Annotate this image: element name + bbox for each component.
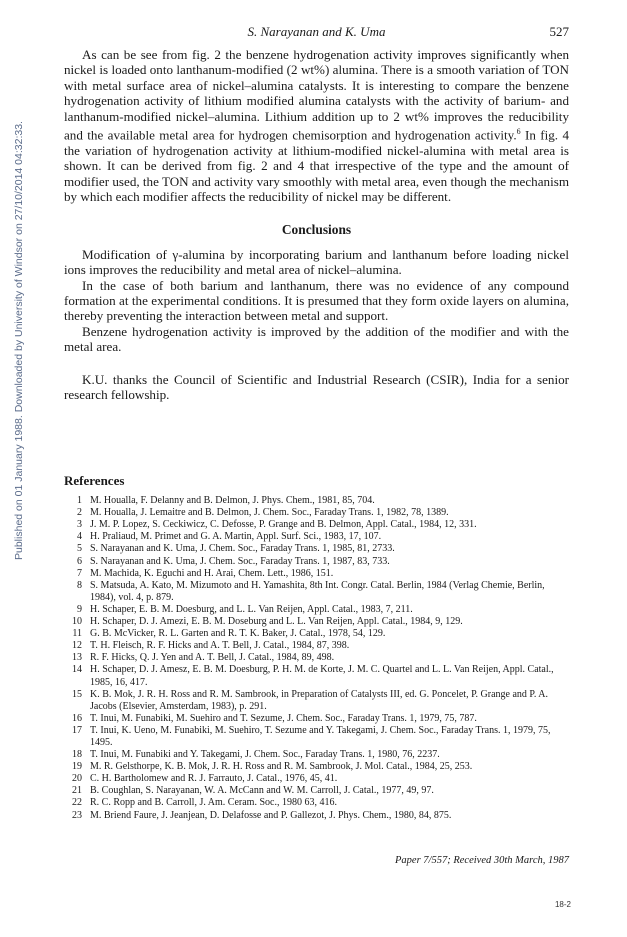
conclusion-paragraph-3: Benzene hydrogenation activity is improved by the addition of the modifier and with the metal area. <box>64 323 569 355</box>
reference-text: J. M. P. Lopez, S. Ceckiwicz, C. Defosse, P. Grange and B. Delmon, Appl. Catal., 1984, 12, 331. <box>90 519 477 531</box>
reference-text: C. H. Bartholomew and R. J. Farrauto, J. Catal., 1976, 45, 41. <box>90 773 338 785</box>
references-heading: References <box>64 473 125 488</box>
reference-text: H. Praliaud, M. Primet and G. A. Martin, Appl. Surf. Sci., 1983, 17, 107. <box>90 531 382 543</box>
received-note: Paper 7/557; Received 30th March, 1987 <box>395 855 569 866</box>
download-watermark <box>0 0 26 937</box>
reference-item <box>64 689 569 713</box>
reference-item <box>64 495 569 507</box>
discussion-paragraph <box>64 47 569 204</box>
reference-text: M. R. Gelsthorpe, K. B. Mok, J. R. H. Ross and R. M. Sambrook, J. Mol. Catal., 1984, 25, 253. <box>90 761 473 773</box>
download-note: Published on 01 January 1988. Downloaded by University of Windsor on 27/10/2014 04:32:33. <box>13 121 25 560</box>
page-id: 18-2 <box>554 900 571 909</box>
reference-item <box>64 580 569 604</box>
reference-text: M. Briend Faure, J. Jeanjean, D. Delafosse and P. Gallezot, J. Phys. Chem., 1980, 84, 875. <box>90 809 452 821</box>
reference-text: H. Schaper, D. J. Amezi, E. B. M. Doseburg and L. L. Van Reijen, Appl. Catal., 1984, 9, 129. <box>90 616 463 628</box>
reference-item <box>64 749 569 761</box>
reference-text: M. Houalla, F. Delanny and B. Delmon, J. Phys. Chem., 1981, 85, 704. <box>90 495 375 507</box>
reference-number: 4 <box>77 531 82 543</box>
references-section <box>64 459 569 822</box>
conclusion-paragraph-2: In the case of both barium and lanthanum, there was no evidence of any compound formation at the experimental conditions. It is presumed that they form oxide layers on alumina, thereby preventing the interaction between metal and support. <box>64 277 569 324</box>
reference-item <box>64 556 569 568</box>
reference-text: M. Houalla, J. Lemaitre and B. Delmon, J. Chem. Soc., Faraday Trans. 1, 1982, 78, 1389. <box>90 507 449 519</box>
reference-text: G. B. McVicker, R. L. Garten and R. T. K. Baker, J. Catal., 1978, 54, 129. <box>90 628 386 640</box>
reference-number: 9 <box>77 603 82 615</box>
reference-number: 2 <box>77 507 82 519</box>
reference-text: K. B. Mok, J. R. H. Ross and R. M. Sambrook, in Preparation of Catalysts III, ed. G. Poncelet, P. Grange and P. A. Jacobs (Elsevier, Amsterdam, 1983), p. 291. <box>90 688 549 712</box>
reference-number: 23 <box>72 809 82 821</box>
reference-text: T. H. Fleisch, R. F. Hicks and A. T. Bell, J. Catal., 1984, 87, 398. <box>90 640 350 652</box>
reference-text: T. Inui, K. Ueno, M. Funabiki, M. Suehiro, T. Sezume and Y. Takegami, J. Chem. Soc., Faraday Trans. 1, 1979, 75, 1495. <box>90 724 551 748</box>
reference-text: H. Schaper, E. B. M. Doesburg, and L. L. Van Reijen, Appl. Catal., 1983, 7, 211. <box>90 603 413 615</box>
conclusion-paragraph-1: Modification of γ-alumina by incorporating barium and lanthanum before loading nickel ions improves the reducibility and metal area of nickel–alumina. <box>64 246 569 278</box>
reference-item <box>64 531 569 543</box>
reference-number: 22 <box>72 797 82 809</box>
reference-item <box>64 797 569 809</box>
reference-item <box>64 507 569 519</box>
reference-item <box>64 616 569 628</box>
reference-item <box>64 604 569 616</box>
page-number: 527 <box>549 24 569 39</box>
reference-item <box>64 628 569 640</box>
reference-number: 1 <box>77 495 82 507</box>
citation-superscript: 6 <box>516 127 521 137</box>
reference-item <box>64 519 569 531</box>
reference-number: 20 <box>72 773 82 785</box>
reference-number: 21 <box>72 785 82 797</box>
discussion-text: As can be see from fig. 2 the benzene hydrogenation activity improves significantly when nickel is loaded onto lanthanum-modified (2 wt%) alumina. There is a smooth variation of TON with metal surface area of nickel–alumina catalysts. It is interesting to compare the benzene hydrogenation activity of lithium modified alumina catalysts with the activity of barium- and lanthanum-modified nickel–alumina. Lithium addition up to 2 wt% improves the reducibility and the available metal area for hydrogen chemisorption and hydrogenation activity. <box>64 47 569 143</box>
reference-item <box>64 773 569 785</box>
reference-text: T. Inui, M. Funabiki and Y. Takegami, J. Chem. Soc., Faraday Trans. 1, 1980, 76, 2237. <box>90 749 440 761</box>
reference-text: B. Coughlan, S. Narayanan, W. A. McCann and W. M. Carroll, J. Catal., 1977, 49, 97. <box>90 785 434 797</box>
reference-number: 3 <box>77 519 82 531</box>
reference-item <box>64 761 569 773</box>
reference-item <box>64 664 569 688</box>
reference-number: 5 <box>77 543 82 555</box>
acknowledgement: K.U. thanks the Council of Scientific and Industrial Research (CSIR), India for a senior research fellowship. <box>64 371 569 403</box>
reference-item <box>64 543 569 555</box>
reference-number: 16 <box>72 712 82 724</box>
reference-number: 11 <box>72 628 82 640</box>
header-authors: S. Narayanan and K. Uma <box>247 24 386 39</box>
running-header <box>64 24 569 42</box>
reference-text: R. C. Ropp and B. Carroll, J. Am. Ceram. Soc., 1980 63, 416. <box>90 797 337 809</box>
reference-number: 15 <box>72 688 82 700</box>
conclusions-heading: Conclusions <box>281 222 352 238</box>
reference-list <box>64 495 569 822</box>
reference-number: 12 <box>72 640 82 652</box>
reference-number: 18 <box>72 749 82 761</box>
reference-number: 17 <box>72 724 82 736</box>
reference-number: 14 <box>72 664 82 676</box>
reference-text: S. Narayanan and K. Uma, J. Chem. Soc., Faraday Trans. 1, 1985, 81, 2733. <box>90 543 395 555</box>
reference-item <box>64 640 569 652</box>
reference-item <box>64 810 569 822</box>
reference-text: R. F. Hicks, Q. J. Yen and A. T. Bell, J. Catal., 1984, 89, 498. <box>90 652 335 664</box>
reference-number: 8 <box>77 579 82 591</box>
reference-number: 6 <box>77 555 82 567</box>
reference-item <box>64 652 569 664</box>
reference-text: S. Matsuda, A. Kato, M. Mizumoto and H. Yamashita, 8th Int. Congr. Catal. Berlin, 1984 (Verlag Chemie, Berlin, 1984), vol. 4, p. 879. <box>90 579 545 603</box>
reference-text: H. Schaper, D. J. Amesz, E. B. M. Doesburg, P. H. M. de Korte, J. M. C. Quartel and L. L. Van Reijen, Appl. Catal., 1985, 16, 417. <box>90 664 554 688</box>
reference-number: 13 <box>72 652 82 664</box>
reference-text: T. Inui, M. Funabiki, M. Suehiro and T. Sezume, J. Chem. Soc., Faraday Trans. 1, 1979, 75, 787. <box>90 712 477 724</box>
reference-item <box>64 568 569 580</box>
reference-item <box>64 713 569 725</box>
reference-number: 19 <box>72 761 82 773</box>
reference-text: M. Machida, K. Eguchi and H. Arai, Chem. Lett., 1986, 151. <box>90 567 334 579</box>
reference-number: 7 <box>77 567 82 579</box>
article-body <box>64 47 569 402</box>
discussion-text-end: In fig. 4 the variation of hydrogenation activity at lithium-modified nickel-alumina with metal area is shown. It can be derived from fig. 2 and 4 that irrespective of the type and the amount of modifier used, the TON and activity vary smoothly with metal area, even though the mechanism by which each modifier affects the reducibility of nickel may be different. <box>64 127 569 205</box>
reference-item <box>64 785 569 797</box>
reference-item <box>64 725 569 749</box>
reference-text: S. Narayanan and K. Uma, J. Chem. Soc., Faraday Trans. 1, 1987, 83, 733. <box>90 555 390 567</box>
reference-number: 10 <box>72 616 82 628</box>
